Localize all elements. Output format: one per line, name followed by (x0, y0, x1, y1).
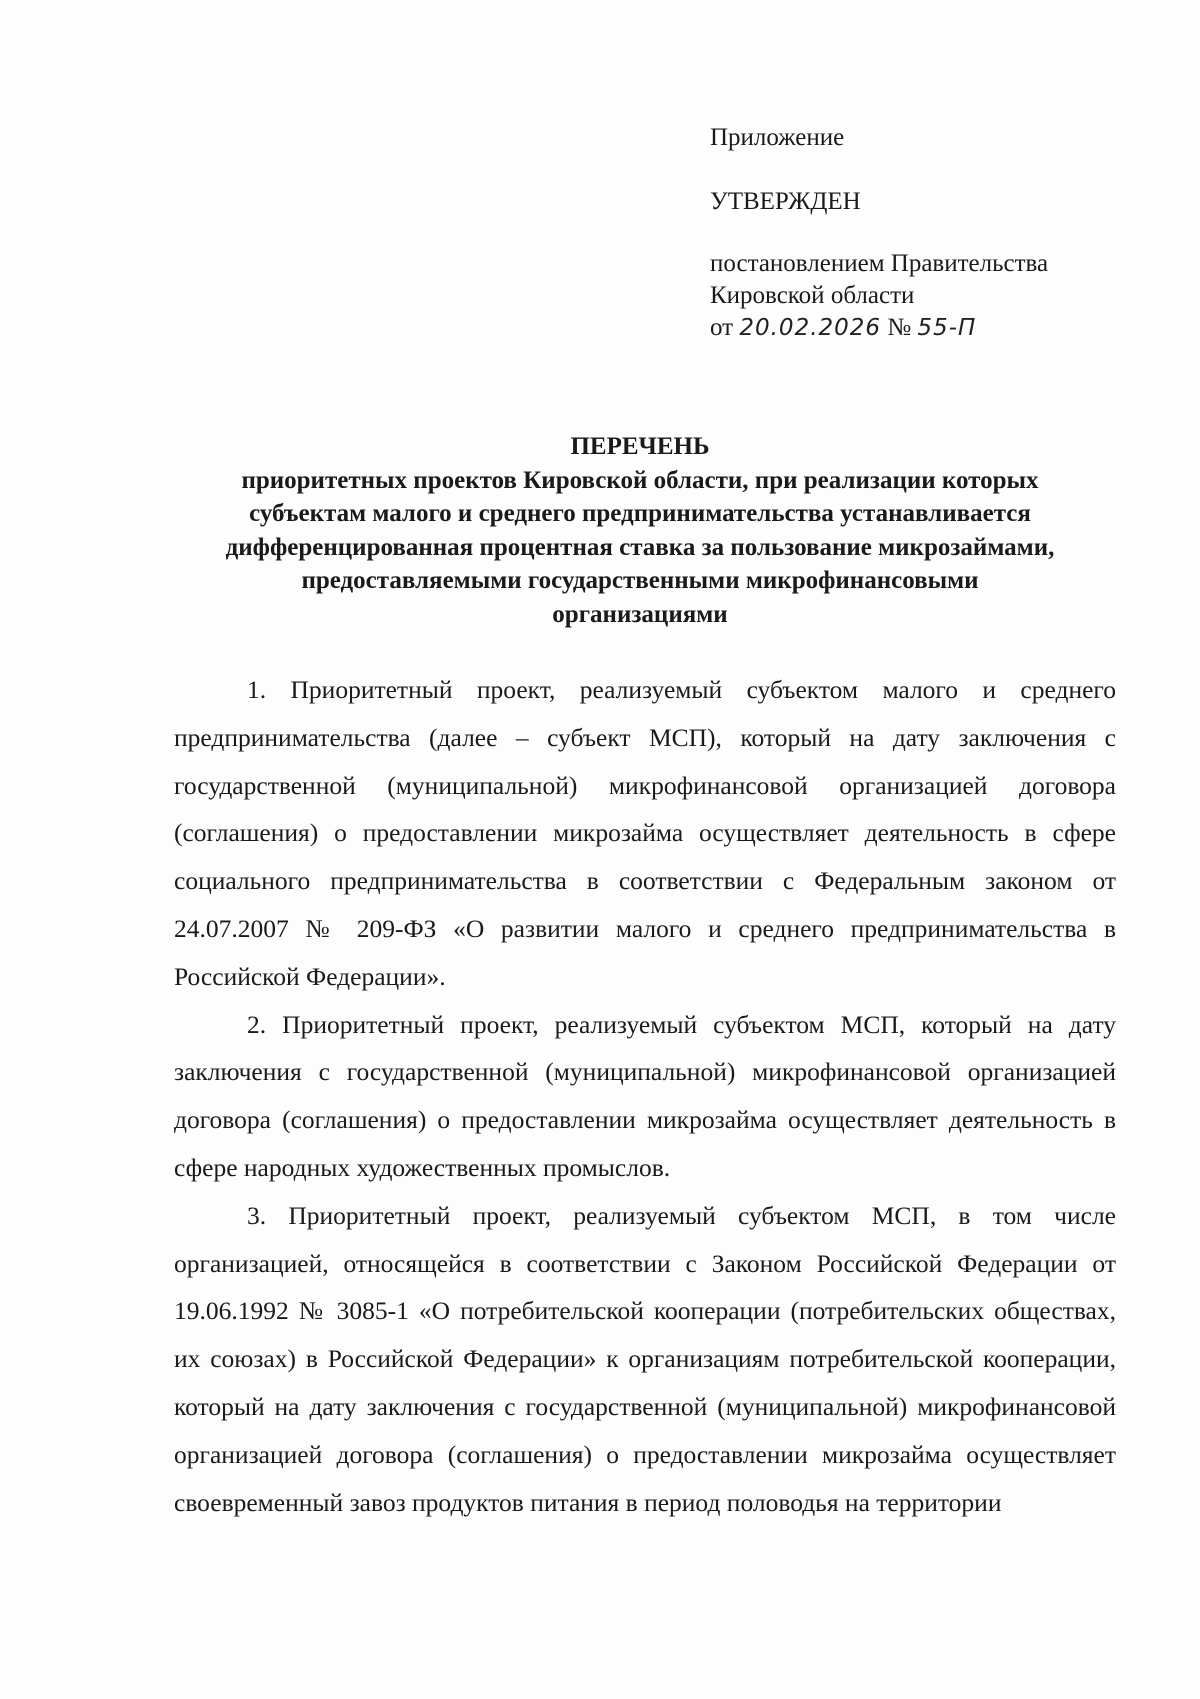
paragraph-2: 2. Приоритетный проект, реализуемый субъектом МСП, который на дату заключения с государственной (муниципальной) микрофинансовой организацией договора (соглашения) о предоставлении микрозайма осуществляет деятельность в сфере народных художественных промыслов. (174, 1009, 1116, 1182)
document-title (160, 430, 1120, 631)
approval-region-line: Кировской области (710, 282, 915, 309)
document-body (174, 666, 1116, 1526)
approval-date-number-line (710, 312, 1150, 344)
approved-label: УТВЕРЖДЕН (710, 188, 861, 215)
annex-label: Приложение (710, 124, 845, 151)
title-line: организациями (552, 600, 728, 628)
handwritten-number: 55-П (917, 315, 977, 341)
title-heading: ПЕРЕЧЕНЬ (570, 433, 710, 460)
title-line: дифференцированная процентная ставка за пользование микрозаймами, (225, 533, 1055, 561)
number-prefix: № (887, 314, 912, 341)
title-line: предоставляемыми государственными микрофинансовыми (301, 567, 979, 594)
approval-stamp-block (710, 122, 1150, 344)
title-line: приоритетных проектов Кировской области, при реализации которых (241, 466, 1039, 494)
approval-resolution-line: постановлением Правительства (710, 250, 1049, 277)
paragraph-3: 3. Приоритетный проект, реализуемый субъектом МСП, в том числе организацией, относящейся в соответствии с Законом Российской Федерации от 19.06.1992 № 3085-1 «О потребительской кооперации (потребительских обществах, их союзах) в Российской Федерации» к организациям потребительской кооперации, который на дату заключения с государственной (муниципальной) микрофинансовой организацией договора (соглашения) о предоставлении микрозайма осуществляет своевременный завоз продуктов питания в период половодья на территории (174, 1200, 1116, 1517)
date-prefix: от (710, 314, 734, 341)
paragraph-1: 1. Приоритетный проект, реализуемый субъектом малого и среднего предпринимательства (далее – субъект МСП), который на дату заключения с государственной (муниципальной) микрофинансовой организацией договора (соглашения) о предоставлении микрозайма осуществляет деятельность в сфере социального предпринимательства в соответствии с Федеральным законом от 24.07.2007 № 209-ФЗ «О развитии малого и среднего предпринимательства в Российской Федерации». (174, 675, 1116, 991)
title-line: субъектам малого и среднего предпринимательства устанавливается (249, 500, 1031, 527)
handwritten-date: 20.02.2026 (739, 315, 882, 341)
